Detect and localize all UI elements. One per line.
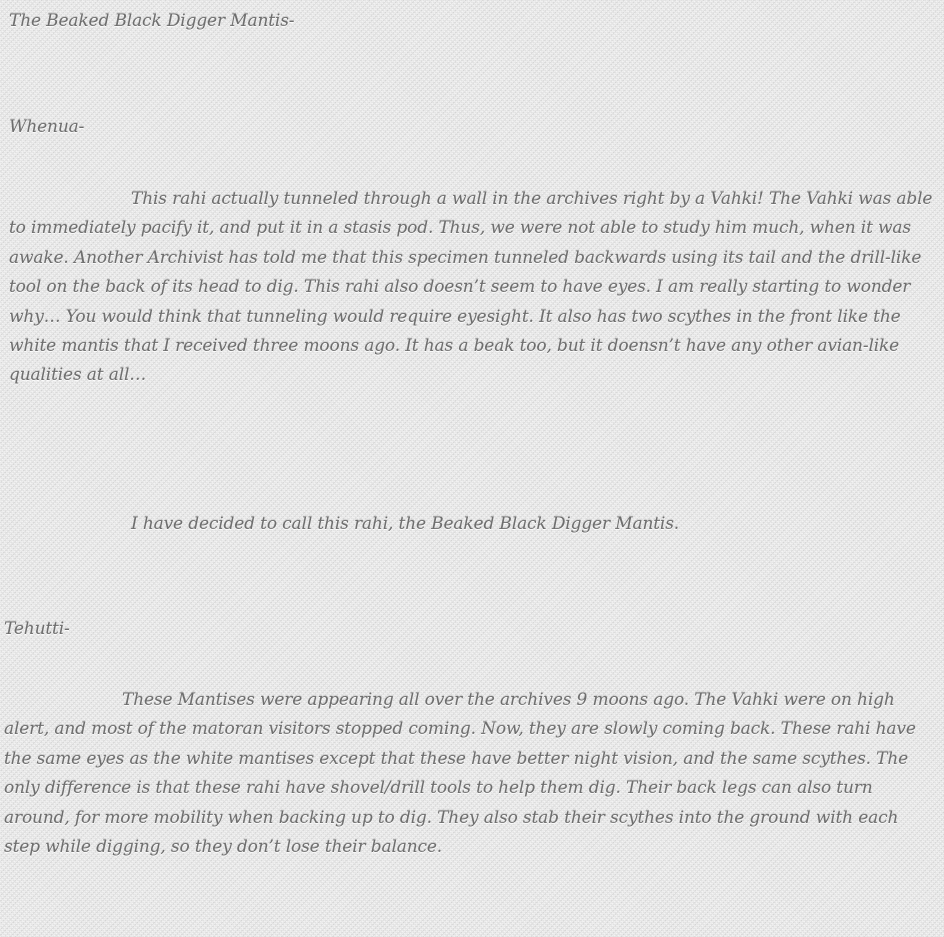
paragraph-whenua-observation: This rahi actually tunneled through a wall in the archives right by a Vahki! The Vahki was able to immediately pacify it, and put it in a stasis pod. Thus, we were not able to study him much, when it was awake. Another Archivist has told me that this specimen tunneled backwards using its tail and the drill-like tool on the back of its head to dig. This rahi also doesn’t seem to have eyes. I am really starting to wonder why… You would think that tunneling would require eyesight. It also has two scythes in the front like the white mantis that I received three moons ago. It has a beak too, but it doensn’t have any other avian-like qualities at all… <box>9 189 933 386</box>
document-title: The Beaked Black Digger Mantis- <box>9 11 295 31</box>
paragraph-whenua-naming: I have decided to call this rahi, the Beaked Black Digger Mantis. <box>131 514 680 534</box>
section-heading-tehutti: Tehutti- <box>4 619 70 639</box>
paragraph-tehutti-observation: These Mantises were appearing all over the archives 9 moons ago. The Vahki were on high alert, and most of the matoran visitors stopped coming. Now, they are slowly coming back. These rahi have the same eyes as the white mantises except that these have better night vision, and the same scythes. The only difference is that these rahi have shovel/drill tools to help them dig. Their back legs can also turn around, for more mobility when backing up to dig. They also stab their scythes into the ground with each step while digging, so they don’t lose their balance. <box>4 690 916 858</box>
section-heading-whenua: Whenua- <box>9 117 85 137</box>
